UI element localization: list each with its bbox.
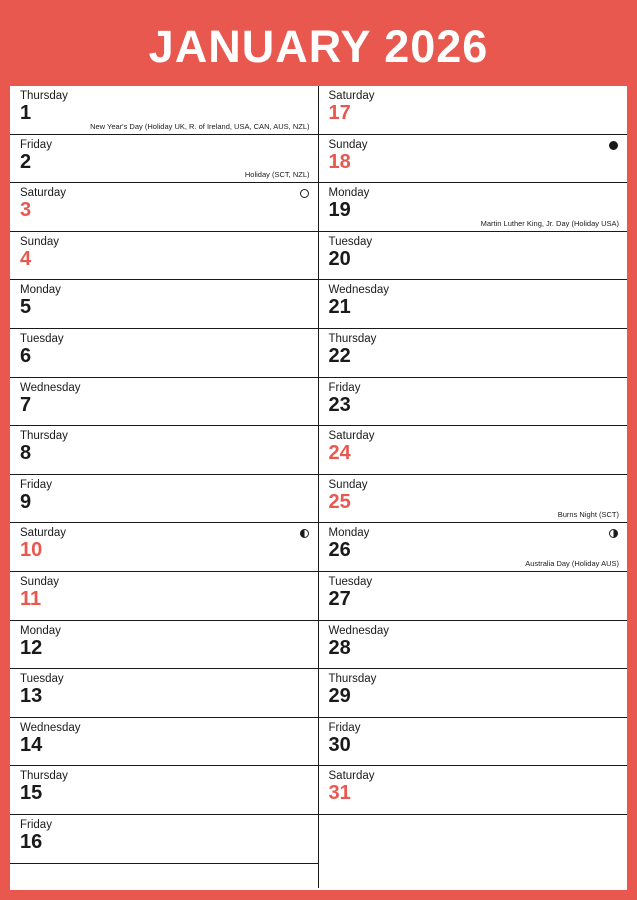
day-number: 12 [20,636,43,659]
day-number: 3 [20,199,32,222]
weekday-label: Monday [20,284,61,297]
holiday-note: Martin Luther King, Jr. Day (Holiday USA) [480,218,619,228]
day-number: 1 [20,102,32,124]
weekday-label: Wednesday [20,721,81,734]
weekday-label: Thursday [328,332,377,345]
holiday-note: Holiday (SCT, NZL) [244,170,310,180]
calendar-day-cell[interactable] [319,572,628,621]
calendar-column-right [319,86,628,888]
weekday-label: Wednesday [328,624,390,637]
weekday-label: Friday [20,478,52,491]
weekday-label: Friday [20,818,52,831]
weekday-label: Tuesday [328,235,373,248]
calendar-day-cell[interactable] [10,378,318,427]
calendar-day-cell[interactable] [10,280,318,329]
weekday-label: Friday [328,721,361,734]
calendar-body [10,86,627,888]
weekday-label: Tuesday [20,673,64,686]
calendar-day-cell[interactable] [319,426,628,475]
weekday-label: Friday [20,138,52,151]
calendar-day-cell[interactable] [319,329,628,378]
day-number: 7 [20,393,32,416]
calendar-day-cell[interactable] [319,621,628,670]
day-number: 16 [20,830,43,853]
weekday-label: Monday [20,624,61,637]
weekday-label: Thursday [328,673,377,686]
moon-phase-last-icon [300,529,309,538]
day-number: 21 [328,296,351,319]
calendar-day-cell[interactable] [10,815,318,864]
calendar-day-cell[interactable] [10,766,318,815]
calendar-day-cell[interactable] [10,621,318,670]
calendar-column-left [10,86,319,888]
calendar-day-cell[interactable] [10,329,318,378]
calendar-day-cell[interactable] [319,135,628,184]
weekday-label: Sunday [328,138,368,151]
day-number: 22 [328,344,351,367]
day-number: 30 [328,733,351,756]
day-number: 27 [328,587,351,610]
day-number: 23 [328,393,351,416]
calendar-day-cell[interactable] [319,815,628,864]
weekday-label: Saturday [20,527,67,540]
day-number: 6 [20,344,32,367]
calendar-day-cell[interactable] [319,475,628,524]
day-number: 9 [20,490,32,513]
weekday-label: Tuesday [20,332,64,345]
day-number: 17 [328,102,351,124]
calendar-day-cell[interactable] [319,86,628,135]
calendar-header [10,8,627,86]
weekday-label: Monday [328,187,370,200]
calendar-day-cell[interactable] [319,669,628,718]
day-number: 28 [328,636,351,659]
holiday-note: Burns Night (SCT) [557,510,619,520]
calendar-day-cell[interactable] [319,232,628,281]
weekday-label: Saturday [328,430,375,443]
weekday-label: Sunday [328,478,368,491]
day-number: 8 [20,442,32,465]
day-number: 14 [20,733,43,756]
weekday-label: Wednesday [328,284,390,297]
calendar-day-cell[interactable] [10,523,318,572]
calendar-day-cell[interactable] [10,426,318,475]
day-number: 26 [328,539,351,562]
weekday-label: Sunday [20,575,60,588]
day-number: 4 [20,247,32,270]
day-number: 24 [328,442,351,465]
page-title: JANUARY 2026 [148,20,489,72]
holiday-note: Australia Day (Holiday AUS) [525,558,619,568]
calendar-day-cell[interactable] [319,523,628,572]
day-number: 31 [328,782,351,805]
calendar-day-cell[interactable] [10,86,318,135]
weekday-label: Sunday [20,235,60,248]
weekday-label: Monday [328,527,370,540]
day-number: 15 [20,782,43,805]
calendar-day-cell[interactable] [319,183,628,232]
weekday-label: Saturday [328,90,375,102]
calendar-day-cell[interactable] [10,475,318,524]
day-number: 20 [328,247,351,270]
weekday-label: Friday [328,381,361,394]
day-number: 19 [328,199,351,222]
day-number: 29 [328,685,351,708]
moon-phase-full-icon [300,189,309,198]
weekday-label: Saturday [328,770,375,783]
calendar-day-cell[interactable] [319,378,628,427]
calendar-day-cell[interactable] [319,718,628,767]
day-number: 2 [20,150,32,173]
calendar-day-cell[interactable] [319,766,628,815]
calendar-day-cell[interactable] [10,232,318,281]
calendar-day-cell[interactable] [10,572,318,621]
weekday-label: Wednesday [20,381,81,394]
moon-phase-new-icon [609,141,618,150]
calendar-day-cell[interactable] [10,183,318,232]
day-number: 18 [328,150,351,173]
day-number: 11 [20,587,42,610]
day-number: 10 [20,539,43,562]
weekday-label: Thursday [20,430,68,443]
calendar-day-cell[interactable] [319,280,628,329]
holiday-note: New Year's Day (Holiday UK, R. of Ireland, USA, CAN, AUS, NZL) [90,121,310,131]
day-number: 5 [20,296,32,319]
weekday-label: Tuesday [328,575,373,588]
calendar-day-cell[interactable] [10,718,318,767]
day-number: 25 [328,490,351,513]
weekday-label: Saturday [20,187,67,200]
day-number: 13 [20,685,43,708]
weekday-label: Thursday [20,90,68,102]
calendar-day-cell[interactable] [10,135,318,184]
calendar-day-cell[interactable] [10,669,318,718]
weekday-label: Thursday [20,770,68,783]
